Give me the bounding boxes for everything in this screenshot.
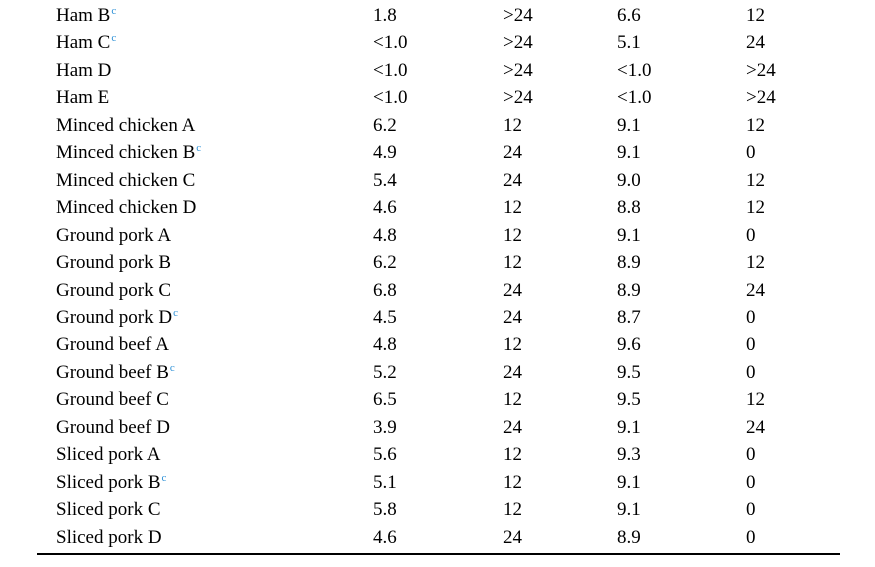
sample-name-text: Ground beef D	[56, 416, 170, 438]
sample-name-text: Ham D	[56, 59, 112, 81]
table-row	[0, 57, 875, 85]
sample-name	[56, 277, 171, 305]
sample-name-text: Minced chicken D	[56, 197, 197, 219]
value-cell-4: 12	[746, 197, 765, 219]
value-cell-1: 3.9	[373, 416, 397, 438]
sample-name	[56, 524, 162, 552]
sample-name-text: Ground pork B	[56, 252, 172, 274]
value-cell-3: 9.3	[617, 444, 641, 466]
sample-name-text: Ground pork A	[56, 224, 172, 246]
sample-name	[56, 469, 166, 499]
sample-name-text: Ground beef B	[56, 361, 169, 383]
sample-name-text: Ham E	[56, 87, 110, 109]
value-cell-4: 0	[746, 306, 756, 328]
value-cell-4: 0	[746, 499, 756, 521]
value-cell-2: 12	[503, 334, 522, 356]
table-row	[0, 29, 875, 57]
sample-name	[56, 441, 161, 469]
table-row	[0, 414, 875, 442]
value-cell-2: >24	[503, 59, 533, 81]
sample-name	[56, 112, 195, 140]
value-cell-2: >24	[503, 87, 533, 109]
value-cell-3: 9.1	[617, 224, 641, 246]
table-bottom-rule	[37, 553, 840, 555]
value-cell-4: 12	[746, 252, 765, 274]
footnote-marker[interactable]: c	[173, 306, 178, 319]
value-cell-1: 6.2	[373, 252, 397, 274]
value-cell-2: 24	[503, 142, 522, 164]
sample-name	[56, 139, 201, 169]
value-cell-2: 24	[503, 279, 522, 301]
table-row	[0, 441, 875, 469]
value-cell-3: <1.0	[617, 59, 652, 81]
value-cell-3: 8.9	[617, 279, 641, 301]
table-row	[0, 2, 875, 30]
value-cell-3: <1.0	[617, 87, 652, 109]
sample-name-text: Ground beef A	[56, 334, 169, 356]
sample-name-text: Sliced pork A	[56, 444, 161, 466]
value-cell-1: 4.8	[373, 334, 397, 356]
sample-name	[56, 2, 116, 32]
value-cell-4: 0	[746, 142, 756, 164]
value-cell-3: 8.8	[617, 197, 641, 219]
table-row	[0, 249, 875, 277]
value-cell-1: <1.0	[373, 87, 408, 109]
sample-name-text: Minced chicken A	[56, 114, 196, 136]
table-row	[0, 386, 875, 414]
table-row	[0, 112, 875, 140]
value-cell-2: >24	[503, 5, 533, 26]
sample-name	[56, 496, 161, 524]
table-row	[0, 277, 875, 305]
sample-name	[56, 167, 195, 195]
value-cell-4: 24	[746, 416, 765, 438]
value-cell-1: 1.8	[373, 5, 397, 26]
sample-name-text: Ground pork D	[56, 306, 173, 328]
sample-name	[56, 194, 196, 222]
sample-name	[56, 222, 171, 250]
value-cell-2: 12	[503, 389, 522, 411]
value-cell-2: 24	[503, 306, 522, 328]
value-cell-3: 9.1	[617, 499, 641, 521]
value-cell-3: 8.9	[617, 526, 641, 548]
value-cell-4: 0	[746, 526, 756, 548]
value-cell-1: 5.1	[373, 471, 397, 493]
table-row	[0, 194, 875, 222]
value-cell-3: 9.0	[617, 169, 641, 191]
sample-name-text: Ham B	[56, 5, 111, 26]
sample-name-text: Sliced pork D	[56, 526, 162, 548]
value-cell-3: 9.1	[617, 142, 641, 164]
value-cell-1: 5.2	[373, 361, 397, 383]
value-cell-2: 24	[503, 169, 522, 191]
value-cell-4: 12	[746, 169, 765, 191]
value-cell-1: 4.9	[373, 142, 397, 164]
table-row	[0, 496, 875, 524]
value-cell-1: 5.6	[373, 444, 397, 466]
value-cell-3: 8.7	[617, 306, 641, 328]
value-cell-1: 4.6	[373, 197, 397, 219]
sample-name	[56, 249, 171, 277]
value-cell-3: 5.1	[617, 32, 641, 54]
value-cell-4: 12	[746, 389, 765, 411]
value-cell-2: 24	[503, 526, 522, 548]
sample-name-text: Ham C	[56, 32, 111, 54]
value-cell-2: 12	[503, 224, 522, 246]
value-cell-2: 12	[503, 114, 522, 136]
footnote-marker[interactable]: c	[169, 361, 175, 374]
value-cell-4: 12	[746, 5, 765, 26]
footnote-marker[interactable]: c	[111, 5, 117, 17]
table-row	[0, 331, 875, 359]
value-cell-3: 9.1	[617, 416, 641, 438]
value-cell-2: 12	[503, 197, 522, 219]
sample-name	[56, 331, 169, 359]
value-cell-3: 9.5	[617, 361, 641, 383]
value-cell-1: <1.0	[373, 32, 408, 54]
value-cell-4: 12	[746, 114, 765, 136]
value-cell-3: 9.5	[617, 389, 641, 411]
value-cell-4: 0	[746, 224, 756, 246]
value-cell-1: 4.5	[373, 306, 397, 328]
sample-name-text: Sliced pork C	[56, 499, 161, 521]
table-row	[0, 524, 875, 552]
value-cell-2: >24	[503, 32, 533, 54]
value-cell-1: <1.0	[373, 59, 408, 81]
value-cell-2: 24	[503, 416, 522, 438]
sample-name-text: Ground beef C	[56, 389, 169, 411]
value-cell-2: 24	[503, 361, 522, 383]
value-cell-4: 0	[746, 334, 756, 356]
value-cell-3: 9.6	[617, 334, 641, 356]
value-cell-1: 4.8	[373, 224, 397, 246]
value-cell-2: 12	[503, 471, 522, 493]
sample-name	[56, 57, 111, 85]
sample-name	[56, 359, 175, 389]
sample-name-text: Minced chicken C	[56, 169, 196, 191]
sample-name-text: Sliced pork B	[56, 471, 161, 493]
value-cell-4: 0	[746, 361, 756, 383]
value-cell-4: >24	[746, 87, 776, 109]
table-row	[0, 359, 875, 387]
value-cell-3: 9.1	[617, 114, 641, 136]
value-cell-4: 24	[746, 279, 765, 301]
table-row	[0, 139, 875, 167]
sample-name-text: Minced chicken B	[56, 142, 196, 164]
value-cell-4: 24	[746, 32, 765, 54]
value-cell-1: 6.8	[373, 279, 397, 301]
value-cell-4: 0	[746, 444, 756, 466]
value-cell-3: 8.9	[617, 252, 641, 274]
value-cell-2: 12	[503, 444, 522, 466]
table-row	[0, 222, 875, 250]
value-cell-4: 0	[746, 471, 756, 493]
footnote-marker[interactable]: c	[196, 142, 202, 155]
value-cell-1: 6.2	[373, 114, 397, 136]
value-cell-1: 5.4	[373, 169, 397, 191]
sample-name	[56, 304, 178, 334]
value-cell-3: 9.1	[617, 471, 641, 493]
value-cell-2: 12	[503, 252, 522, 274]
sample-name	[56, 414, 170, 442]
value-cell-1: 6.5	[373, 389, 397, 411]
value-cell-1: 5.8	[373, 499, 397, 521]
sample-name-text: Ground pork C	[56, 279, 172, 301]
value-cell-1: 4.6	[373, 526, 397, 548]
sample-name	[56, 386, 169, 414]
table-row	[0, 84, 875, 112]
footnote-marker[interactable]: c	[161, 471, 167, 484]
table-row	[0, 304, 875, 332]
table-row	[0, 167, 875, 195]
footnote-marker[interactable]: c	[111, 32, 117, 45]
value-cell-2: 12	[503, 499, 522, 521]
value-cell-3: 6.6	[617, 5, 641, 26]
sample-name	[56, 29, 116, 59]
table-row	[0, 469, 875, 497]
sample-name	[56, 84, 109, 112]
value-cell-4: >24	[746, 59, 776, 81]
